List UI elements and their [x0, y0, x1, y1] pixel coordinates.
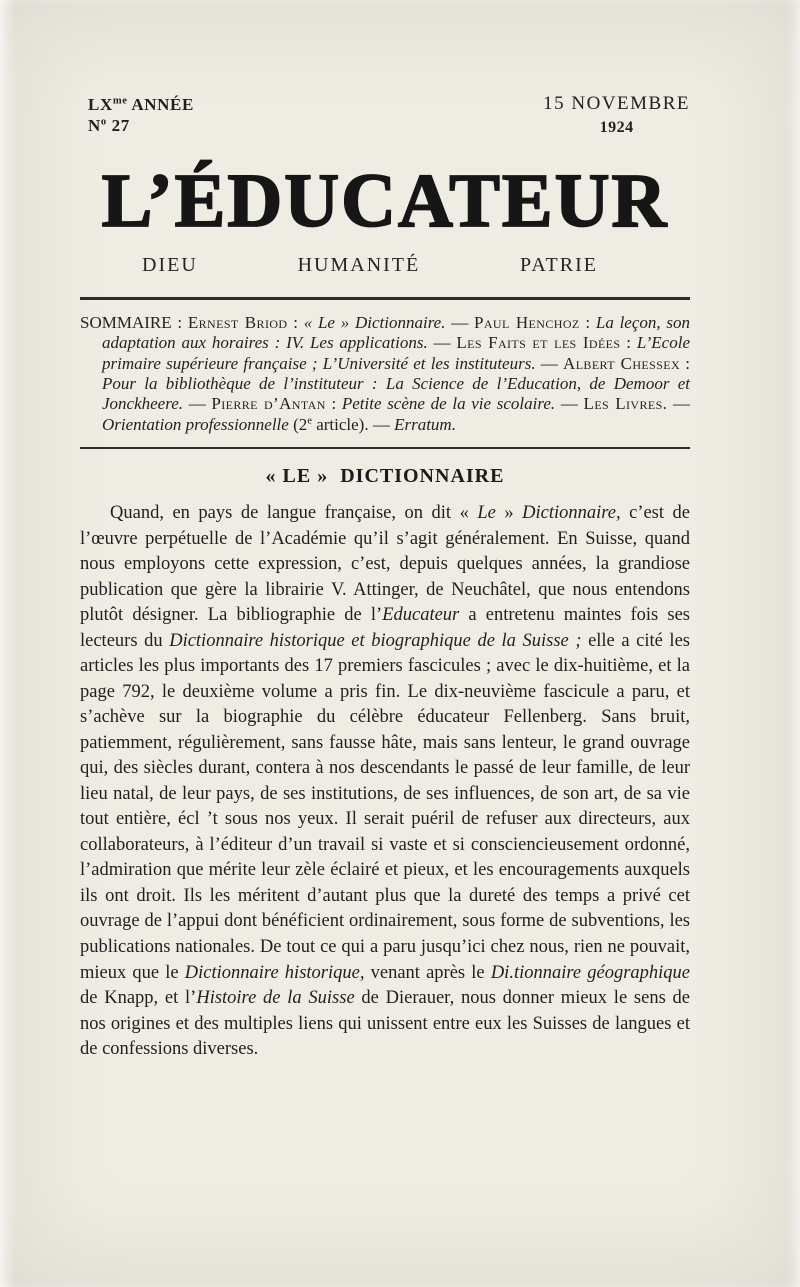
year-line: 1924	[599, 118, 634, 136]
motto-humanite: HUMANITÉ	[297, 253, 421, 276]
summary-divider	[80, 447, 690, 449]
table-of-contents: SOMMAIRE : Ernest Briod : « Le » Dictionnaire. — Paul Henchoz : La leçon, son adaptation aux horaires : IV. Les applications. — Les Faits et les Idées : L’Ecole primaire supérieure française ; L’Université et les instituteurs. — Albert Chessex : Pour la bibliothèque de l’instituteur : La Science de l’Education, de Demoor et Jonckheere. — Pierre d’Antan : Petite scène de la vie scolaire. — Les Livres. — Orientation professionnelle (2e article). — Erratum.	[80, 312, 691, 434]
motto-row	[142, 254, 598, 277]
date-line: 15 NOVEMBRE	[543, 93, 690, 114]
issue-header-right	[543, 94, 690, 137]
article-title: « LE » DICTIONNAIRE	[265, 465, 505, 488]
article-body: Quand, en pays de langue française, on dit « Le » Dictionnaire, c’est de l’œuvre perpétuelle de l’Académie qu’il s’agit généralement. En Suisse, quand nous employons cette expression, c’est, depuis quelques années, la grandiose publication que gère la librairie V. Attinger, de Neuchâtel, que nous entendons plutôt désigner. La bibliographie de l’Educateur a entretenu maintes fois ses lecteurs du Dictionnaire historique et biographique de la Suisse ; elle a cité les articles les plus importants des 17 premiers fascicules ; avec le dix-huitième, et la page 792, le deuxième volume a pris fin. Le dix-neuvième fascicule a paru, et s’achève sur la biographie du célèbre éducateur Fellenberg. Sans bruit, patiemment, régulièrement, sans fausse hâte, mais sans lenteur, le grand ouvrage qui, des siècles durant, contera à nos descendants le passé de leur famille, de leur lieu natal, de leur pays, de ses institutions, de ses influences, de son art, de sa vie tout entière, écl ’t sous nos yeux. Il serait puéril de refuser aux directeurs, aux collaborateurs, à l’éditeur d’un travail si vaste et si consciencieusement ordonné, l’admiration que mérite leur zèle éclairé et pieux, et les encouragements auxquels ils ont droit. Ils les méritent d’autant plus que la dureté des temps a privé cet ouvrage de l’appui dont bénéficient ordinairement, sous forme de subventions, les publications nationales. De tout ce qui a paru jusqu’ici chez nous, rien ne pouvait, mieux que le Dictionnaire historique, venant après le Di.tionnaire géographique de Knapp, et l’Histoire de la Suisse de Dierauer, nous donner mieux le sens de nos origines et des multiples liens qui unissent entre eux les Suisses de langues et de confessions diverses.	[80, 503, 691, 1060]
masthead-title: L’ÉDUCATEUR	[101, 158, 669, 243]
issue-number-line: $N^o$ 27	[88, 116, 130, 136]
issue-header	[80, 94, 690, 137]
masthead-divider	[80, 297, 690, 300]
volume-line: $LX^{me}$ ANNÉE	[88, 95, 194, 114]
lead-article	[80, 465, 690, 1062]
motto-patrie: PATRIE	[520, 253, 598, 276]
motto-dieu: DIEU	[142, 253, 198, 276]
issue-header-left	[88, 94, 194, 137]
